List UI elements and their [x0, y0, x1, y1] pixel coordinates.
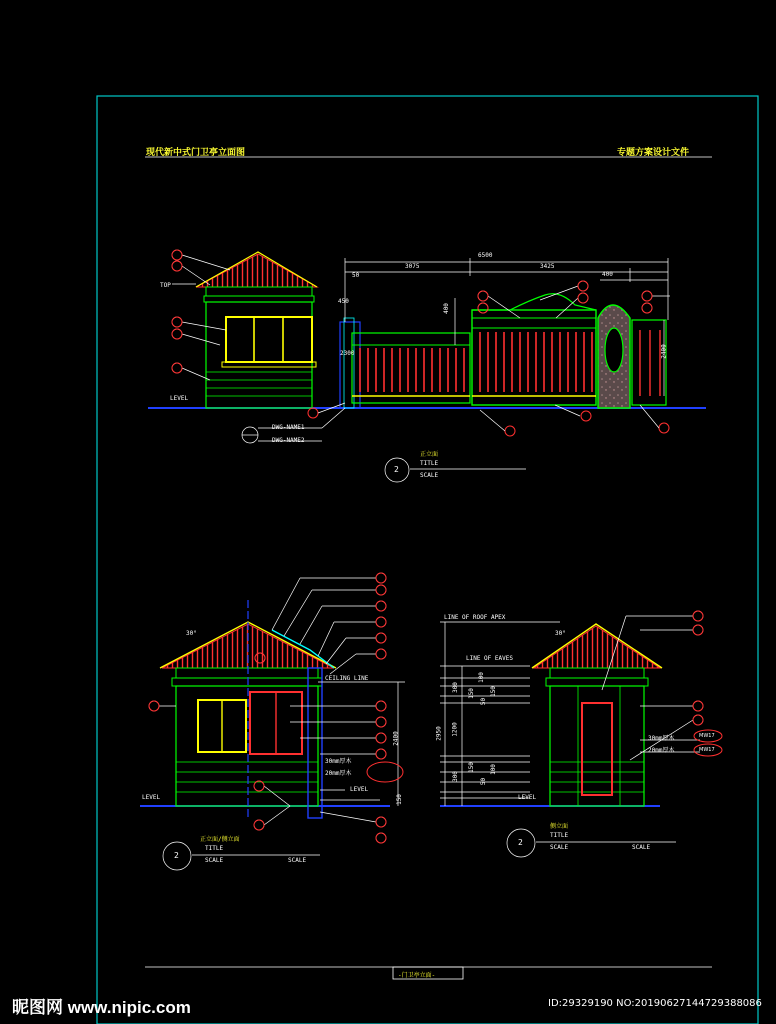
dim-br-100a: 100: [477, 672, 485, 683]
dim-right: 3425: [540, 263, 555, 270]
note-bl-1: 30mm厚木: [325, 758, 352, 765]
dim-br-50b: 50: [480, 777, 488, 786]
title-sub-bl: TITLE: [205, 845, 224, 852]
watermark-logo: 昵图网 www.nipic.com: [12, 998, 191, 1017]
eaves-line: LINE OF EAVES: [466, 655, 513, 662]
dim-br-100b: 100: [489, 764, 497, 775]
dim-50: 50: [352, 272, 360, 279]
angle-br: 30°: [555, 630, 566, 637]
level-bl-2: LEVEL: [350, 786, 369, 793]
title-name-br: 侧立面: [550, 823, 569, 830]
angle-bl: 30°: [186, 630, 197, 637]
level-bl: LEVEL: [142, 794, 161, 801]
dim-bl-2400: 2400: [392, 731, 400, 746]
tag-br-1: MW17: [699, 733, 715, 739]
title-name-bl: 正立面/侧立面: [200, 836, 240, 843]
dim-br-300b: 300: [451, 771, 459, 782]
watermark-id: ID:29329190 NO:20190627144729388086: [548, 998, 762, 1009]
front-side-elevation: [140, 573, 405, 870]
title-num-top: 2: [394, 465, 399, 474]
sheet-title-left: 现代新中式门卫亭立面图: [146, 148, 246, 158]
dim-bl-150: 150: [395, 794, 403, 805]
dim-left: 3075: [405, 263, 420, 270]
title-name-top: 正立面: [420, 451, 439, 458]
dim-450: 450: [338, 298, 349, 305]
dim-400: 400: [602, 271, 613, 278]
scale-br-a: SCALE: [550, 844, 569, 851]
dim-400b: 400: [442, 303, 450, 314]
dwg-name-1: DWG-NAME1: [272, 424, 305, 431]
scale-br-b: SCALE: [632, 844, 651, 851]
tag-br-2: MW17: [699, 747, 715, 753]
sheet-title-right: 专题方案设计文件: [617, 148, 690, 158]
scale-top: SCALE: [420, 472, 439, 479]
scale-bl-b: SCALE: [288, 857, 307, 864]
dim-br-150b: 150: [467, 762, 475, 773]
dim-total: 6500: [478, 252, 493, 259]
side-elevation: [440, 611, 722, 857]
dim-br-1200: 1200: [451, 722, 459, 737]
dim-br-150a: 150: [467, 688, 475, 699]
dim-2300: 2300: [340, 350, 355, 357]
note-br-2: 20mm厚木: [648, 747, 675, 754]
ceiling-line: CEILING LINE: [325, 675, 369, 682]
sheet-border: [97, 96, 758, 1024]
dwg-name-2: DWG-NAME2: [272, 437, 305, 444]
scale-bl-a: SCALE: [205, 857, 224, 864]
title-sub-br: TITLE: [550, 832, 569, 839]
note-bl-2: 20mm厚木: [325, 770, 352, 777]
title-sub-top: TITLE: [420, 460, 439, 467]
title-num-br: 2: [518, 838, 523, 847]
footer-label: -门卫亭立面-: [398, 972, 436, 979]
dim-br-2950: 2950: [435, 726, 443, 741]
dim-br-150c: 150: [489, 686, 497, 697]
top-elevation: [148, 250, 706, 482]
top-mark: TOP: [160, 282, 171, 289]
dim-br-50a: 50: [480, 697, 488, 706]
level-br: LEVEL: [518, 794, 537, 801]
dim-br-300a: 300: [451, 682, 459, 693]
roof-apex: LINE OF ROOF APEX: [444, 614, 506, 621]
dim-2400: 2400: [660, 344, 668, 359]
title-num-bl: 2: [174, 851, 179, 860]
level-label: LEVEL: [170, 395, 189, 402]
note-br-1: 30mm厚木: [648, 735, 675, 742]
